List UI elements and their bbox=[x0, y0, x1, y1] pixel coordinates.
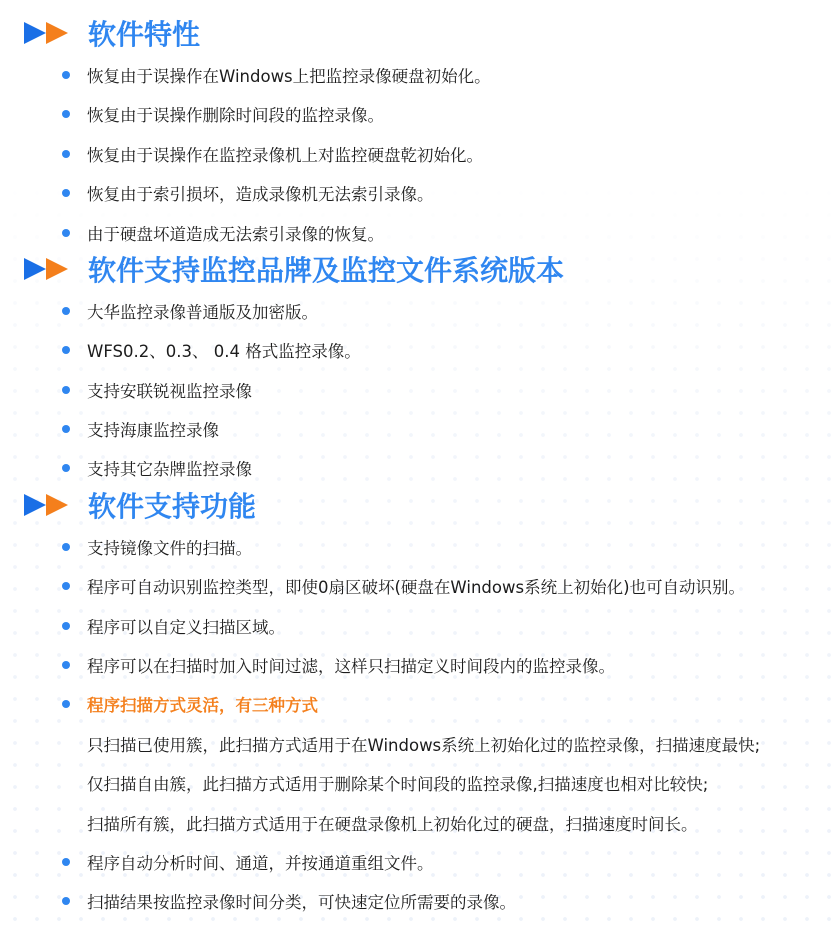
double-arrow-icon bbox=[22, 254, 82, 284]
bullet-dot-icon bbox=[62, 858, 70, 866]
list-item: 支持镜像文件的扫描。 bbox=[62, 534, 252, 560]
double-arrow-icon bbox=[22, 490, 82, 520]
bullet-dot-icon bbox=[62, 661, 70, 669]
section-heading-functions bbox=[22, 486, 256, 524]
bullet-dot-icon bbox=[62, 897, 70, 905]
section-title: 软件支持功能 bbox=[88, 490, 257, 523]
bullet-dot-icon bbox=[62, 71, 70, 79]
list-item: 由于硬盘坏道造成无法索引录像的恢复。 bbox=[62, 220, 384, 246]
list-item: 大华监控录像普通版及加密版。 bbox=[62, 298, 318, 324]
list-item-highlight: 程序扫描方式灵活，有三种方式 bbox=[62, 691, 318, 717]
bullet-dot-icon bbox=[62, 622, 70, 630]
list-item: 程序可自动识别监控类型，即使0扇区破坏(硬盘在Windows系统上初始化)也可自动识别。 bbox=[62, 573, 745, 599]
list-item: 恢复由于误操作在Windows上把监控录像硬盘初始化。 bbox=[62, 62, 491, 88]
bullet-dot-icon bbox=[62, 464, 70, 472]
scan-mode-line: 仅扫描自由簇，此扫描方式适用于删除某个时间段的监控录像,扫描速度也相对比较快; bbox=[87, 775, 709, 794]
bullet-dot-icon bbox=[62, 189, 70, 197]
list-item: 恢复由于误操作在监控录像机上对监控硬盘乾初始化。 bbox=[62, 141, 483, 167]
section-title: 软件支持监控品牌及监控文件系统版本 bbox=[88, 254, 565, 287]
list-item: 扫描结果按监控录像时间分类，可快速定位所需要的录像。 bbox=[62, 888, 516, 914]
bullet-dot-icon bbox=[62, 700, 70, 708]
list-item: 支持海康监控录像 bbox=[62, 416, 219, 442]
bullet-dot-icon bbox=[62, 425, 70, 433]
bullet-dot-icon bbox=[62, 346, 70, 354]
list-item: 程序可以在扫描时加入时间过滤，这样只扫描定义时间段内的监控录像。 bbox=[62, 652, 615, 678]
section-heading-features bbox=[22, 14, 200, 52]
list-item: 支持安联锐视监控录像 bbox=[62, 377, 252, 403]
bullet-dot-icon bbox=[62, 543, 70, 551]
bullet-dot-icon bbox=[62, 386, 70, 394]
bullet-dot-icon bbox=[62, 307, 70, 315]
section-heading-brands bbox=[22, 250, 564, 288]
double-arrow-icon bbox=[22, 18, 82, 48]
list-item: WFS0.2、0.3、 0.4 格式监控录像。 bbox=[62, 337, 361, 363]
scan-mode-line: 扫描所有簇，此扫描方式适用于在硬盘录像机上初始化过的硬盘，扫描速度时间长。 bbox=[87, 815, 698, 834]
bullet-dot-icon bbox=[62, 229, 70, 237]
section-title: 软件特性 bbox=[88, 18, 201, 51]
list-item: 恢复由于误操作删除时间段的监控录像。 bbox=[62, 101, 384, 127]
bullet-dot-icon bbox=[62, 582, 70, 590]
list-item: 程序可以自定义扫描区域。 bbox=[62, 613, 285, 639]
bullet-dot-icon bbox=[62, 150, 70, 158]
list-item: 恢复由于索引损坏，造成录像机无法索引录像。 bbox=[62, 180, 434, 206]
list-item: 程序自动分析时间、通道，并按通道重组文件。 bbox=[62, 849, 434, 875]
list-item: 支持其它杂牌监控录像 bbox=[62, 455, 252, 481]
bullet-dot-icon bbox=[62, 110, 70, 118]
scan-mode-line: 只扫描已使用簇，此扫描方式适用于在Windows系统上初始化过的监控录像，扫描速度最快; bbox=[87, 736, 761, 755]
